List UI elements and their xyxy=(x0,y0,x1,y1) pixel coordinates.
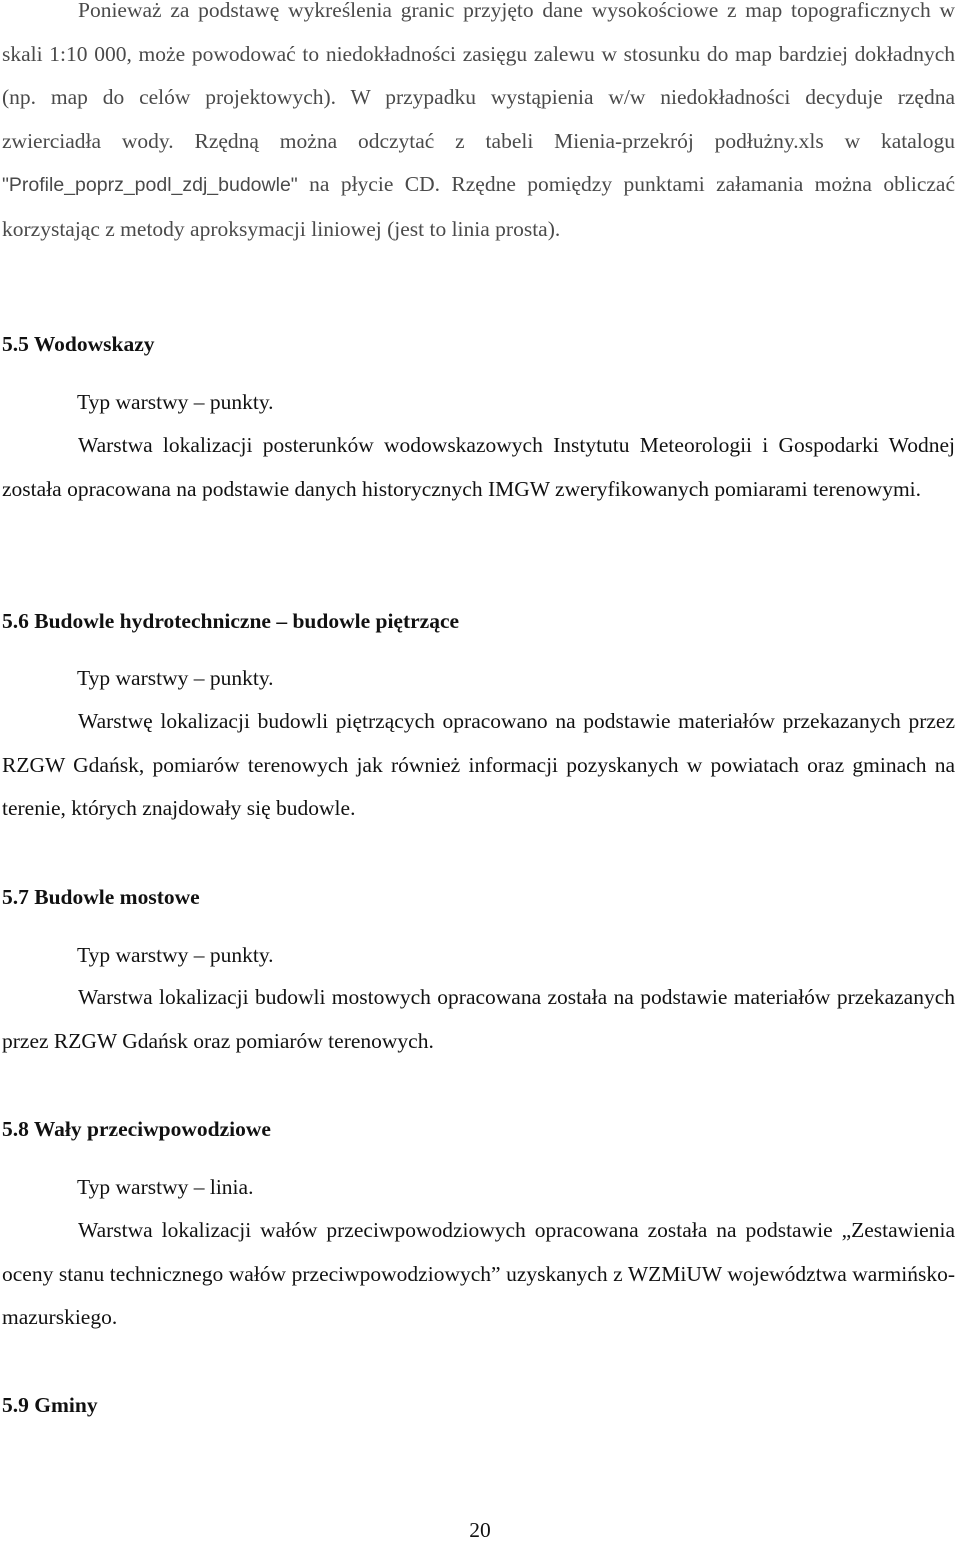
section-paragraph-5-7: Warstwa lokalizacji budowli mostowych opracowana została na podstawie materiałów przekazanych przez RZGW Gdańsk oraz pomiarów terenowych. xyxy=(2,985,955,1053)
section-heading-5-5: 5.5 Wodowskazy xyxy=(2,332,155,356)
section-paragraph-5-5: Warstwa lokalizacji posterunków wodowskazowych Instytutu Meteorologii i Gospodarki Wodnej została opracowana na podstawie danych historycznych IMGW zweryfikowanych pomiarami terenowymi. xyxy=(2,433,955,501)
page-number: 20 xyxy=(469,1518,491,1542)
section-heading-5-6: 5.6 Budowle hydrotechniczne – budowle piętrzące xyxy=(2,609,460,633)
layer-type-5-5: Typ warstwy – punkty. xyxy=(77,390,274,414)
layer-type-5-6: Typ warstwy – punkty. xyxy=(77,666,274,690)
layer-type-5-8: Typ warstwy – linia. xyxy=(77,1175,254,1199)
catalog-name: "Profile_poprz_podl_zdj_budowle" xyxy=(2,174,298,196)
intro-paragraph-text: Ponieważ za podstawę wykreślenia granic przyjęto dane wysokościowe z map topograficznych w skali 1:10 000, może powodować to niedokładności zasięgu zalewu w stosunku do map bardziej dokładnych (np. map do celów projektowych). W przypadku wystąpienia w/w niedokładności decyduje rzędna zwierciadła wody. Rzędną można odczytać z tabeli Mienia-przekrój podłużny.xls w katalogu xyxy=(2,0,955,153)
section-paragraph-5-8: Warstwa lokalizacji wałów przeciwpowodziowych opracowana została na podstawie „Zestawienia oceny stanu technicznego wałów przeciwpowodziowych” uzyskanych z WZMiUW województwa warmińsko-mazurskiego. xyxy=(2,1218,955,1329)
section-paragraph-5-6: Warstwę lokalizacji budowli piętrzących opracowano na podstawie materiałów przekazanych przez RZGW Gdańsk, pomiarów terenowych jak również informacji pozyskanych w powiatach oraz gminach na terenie, których znajdowały się budowle. xyxy=(2,709,955,820)
section-heading-5-8: 5.8 Wały przeciwpowodziowe xyxy=(2,1117,271,1141)
section-heading-5-7: 5.7 Budowle mostowe xyxy=(2,885,200,909)
section-heading-5-9: 5.9 Gminy xyxy=(2,1393,98,1417)
intro-paragraph xyxy=(2,0,955,251)
layer-type-5-7: Typ warstwy – punkty. xyxy=(77,943,274,967)
intro-paragraph-text-end: na płycie CD. Rzędne pomiędzy punktami załamania można obliczać korzystając z metody aproksymacji liniowej (jest to linia prosta). xyxy=(2,172,955,241)
